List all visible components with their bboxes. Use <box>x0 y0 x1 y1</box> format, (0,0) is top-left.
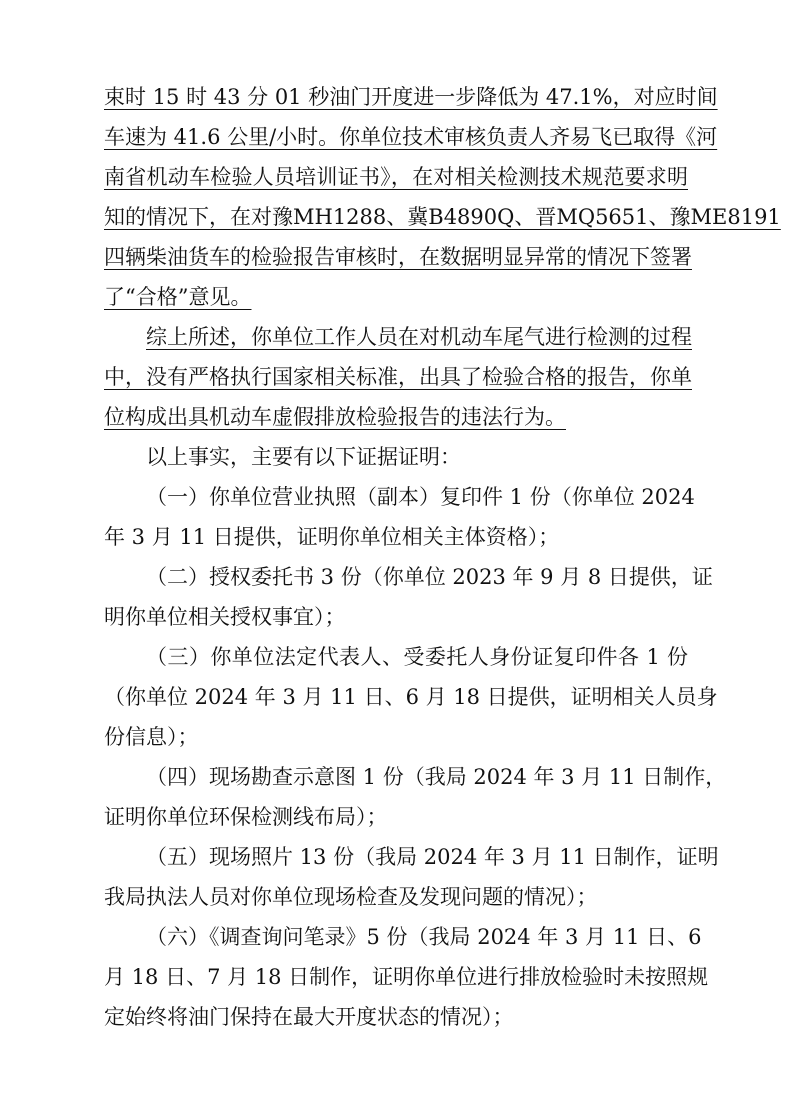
evidence-item-line: （一）你单位营业执照（副本）复印件 1 份（你单位 2024 <box>146 485 695 509</box>
text-line <box>104 203 781 231</box>
text-line <box>104 163 688 191</box>
evidence-intro: 以上事实，主要有以下证据证明： <box>146 445 461 469</box>
evidence-item-line: 定始终将油门保持在最大开度状态的情况）； <box>104 1005 514 1029</box>
underlined-text: 了“合格”意见。 <box>104 285 252 309</box>
underlined-text: 中，没有严格执行国家相关标准，出具了检验合格的报告，你单 <box>104 365 692 389</box>
evidence-item-line: 份信息）； <box>104 725 199 749</box>
evidence-item-line: （三）你单位法定代表人、受委托人身份证复印件各 1 份 <box>146 645 688 669</box>
underlined-text: 南省机动车检验人员培训证书》，在对相关检测技术规范要求明 <box>104 165 688 189</box>
evidence-item-line: （二）授权委托书 3 份（你单位 2023 年 9 月 8 日提供，证 <box>146 565 713 589</box>
underlined-text: 四辆柴油货车的检验报告审核时，在数据明显异常的情况下签署 <box>104 245 692 269</box>
underlined-text: 位构成出具机动车虚假排放检验报告的违法行为。 <box>104 405 566 429</box>
evidence-item-line: （你单位 2024 年 3 月 11 日、6 月 18 日提供，证明相关人员身 <box>104 685 718 709</box>
evidence-item-line: 我局执法人员对你单位现场检查及发现问题的情况）； <box>104 885 598 909</box>
evidence-item-line: 明你单位相关授权事宜）； <box>104 605 346 629</box>
text-line <box>104 123 718 151</box>
underlined-text: 束时 15 时 43 分 01 秒油门开度进一步降低为 47.1%，对应时间 <box>104 85 718 109</box>
text-line <box>104 363 692 391</box>
underlined-text: 知的情况下，在对豫MH1288、冀B4890Q、晋MQ5651、豫ME8191 <box>104 205 781 229</box>
evidence-item-line: 月 18 日、7 月 18 日制作，证明你单位进行排放检验时未按照规 <box>104 965 709 989</box>
evidence-item-line: 年 3 月 11 日提供，证明你单位相关主体资格）； <box>104 525 560 549</box>
evidence-item-line: 证明你单位环保检测线布局）； <box>104 805 388 829</box>
underlined-text: 综上所述，你单位工作人员在对机动车尾气进行检测的过程 <box>146 325 692 349</box>
text-line <box>104 403 688 431</box>
evidence-item-line: （四）现场勘查示意图 1 份（我局 2024 年 3 月 11 日制作， <box>146 765 727 789</box>
text-line <box>146 323 692 351</box>
evidence-item-line: （六）《调查询问笔录》5 份（我局 2024 年 3 月 11 日、6 <box>146 925 702 949</box>
text-line <box>104 283 688 311</box>
evidence-item-line: （五）现场照片 13 份（我局 2024 年 3 月 11 日制作，证明 <box>146 845 719 869</box>
text-line <box>104 243 692 271</box>
underlined-text: 车速为 41.6 公里/小时。你单位技术审核负责人齐易飞已取得《河 <box>104 125 718 149</box>
text-line <box>104 83 718 111</box>
